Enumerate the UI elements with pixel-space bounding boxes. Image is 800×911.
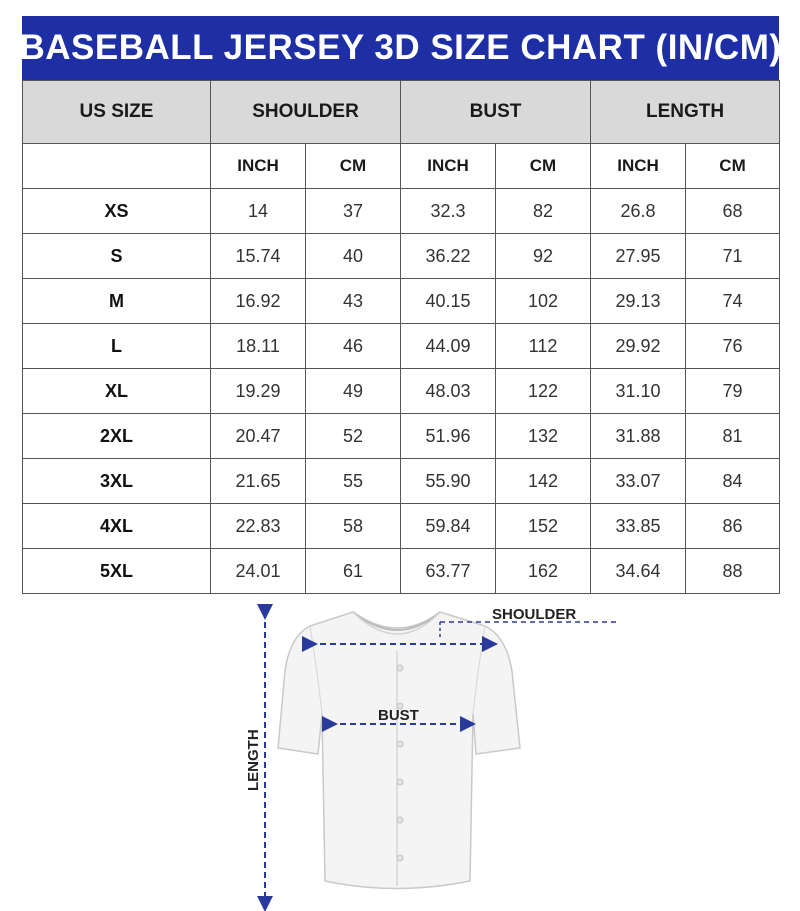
size-cell: M <box>23 279 211 324</box>
measure-cell: 61 <box>306 549 401 594</box>
header-bust: BUST <box>401 81 591 144</box>
measure-cell: 40 <box>306 234 401 279</box>
measure-cell: 31.10 <box>591 369 686 414</box>
chart-title: BASEBALL JERSEY 3D SIZE CHART (IN/CM) <box>19 28 782 67</box>
unit-header-bust-inch: INCH <box>401 144 496 189</box>
measure-cell: 31.88 <box>591 414 686 459</box>
measure-cell: 49 <box>306 369 401 414</box>
unit-header-bust-cm: CM <box>496 144 591 189</box>
measure-cell: 15.74 <box>211 234 306 279</box>
size-row <box>23 234 780 279</box>
measure-cell: 55.90 <box>401 459 496 504</box>
size-cell: XS <box>23 189 211 234</box>
measure-cell: 32.3 <box>401 189 496 234</box>
measure-cell: 59.84 <box>401 504 496 549</box>
measure-cell: 55 <box>306 459 401 504</box>
measure-cell: 24.01 <box>211 549 306 594</box>
measure-cell: 122 <box>496 369 591 414</box>
measure-cell: 74 <box>686 279 780 324</box>
size-row <box>23 414 780 459</box>
measure-cell: 51.96 <box>401 414 496 459</box>
measure-cell: 21.65 <box>211 459 306 504</box>
measure-cell: 48.03 <box>401 369 496 414</box>
shoulder-label: SHOULDER <box>492 606 577 623</box>
measure-cell: 92 <box>496 234 591 279</box>
size-row <box>23 549 780 594</box>
measure-cell: 52 <box>306 414 401 459</box>
length-label: LENGTH <box>245 729 262 791</box>
unit-header-length-inch: INCH <box>591 144 686 189</box>
size-chart-table <box>22 80 780 594</box>
header-shoulder: SHOULDER <box>211 81 401 144</box>
unit-header-shoulder-inch: INCH <box>211 144 306 189</box>
measure-cell: 112 <box>496 324 591 369</box>
unit-header-row <box>23 144 780 189</box>
measure-cell: 46 <box>306 324 401 369</box>
measure-cell: 29.92 <box>591 324 686 369</box>
unit-header-shoulder-cm: CM <box>306 144 401 189</box>
measure-cell: 33.07 <box>591 459 686 504</box>
size-cell: 2XL <box>23 414 211 459</box>
measure-cell: 58 <box>306 504 401 549</box>
measure-cell: 102 <box>496 279 591 324</box>
measure-cell: 29.13 <box>591 279 686 324</box>
measure-cell: 132 <box>496 414 591 459</box>
measure-cell: 79 <box>686 369 780 414</box>
measure-cell: 34.64 <box>591 549 686 594</box>
size-row <box>23 324 780 369</box>
size-cell: 3XL <box>23 459 211 504</box>
measure-cell: 22.83 <box>211 504 306 549</box>
measure-cell: 37 <box>306 189 401 234</box>
bust-label: BUST <box>378 707 419 724</box>
measure-cell: 44.09 <box>401 324 496 369</box>
group-header-row <box>23 81 780 144</box>
measure-cell: 27.95 <box>591 234 686 279</box>
measure-cell: 152 <box>496 504 591 549</box>
header-length: LENGTH <box>591 81 780 144</box>
measure-cell: 63.77 <box>401 549 496 594</box>
measure-cell: 43 <box>306 279 401 324</box>
measure-cell: 86 <box>686 504 780 549</box>
measure-cell: 68 <box>686 189 780 234</box>
measure-cell: 88 <box>686 549 780 594</box>
measure-cell: 84 <box>686 459 780 504</box>
size-row <box>23 459 780 504</box>
measure-cell: 16.92 <box>211 279 306 324</box>
measure-cell: 36.22 <box>401 234 496 279</box>
unit-header-blank <box>23 144 211 189</box>
size-row <box>23 279 780 324</box>
size-cell: S <box>23 234 211 279</box>
unit-header-length-cm: CM <box>686 144 780 189</box>
measure-cell: 40.15 <box>401 279 496 324</box>
size-cell: L <box>23 324 211 369</box>
measure-cell: 18.11 <box>211 324 306 369</box>
measure-cell: 14 <box>211 189 306 234</box>
measure-cell: 82 <box>496 189 591 234</box>
size-cell: 4XL <box>23 504 211 549</box>
measure-cell: 81 <box>686 414 780 459</box>
measure-cell: 162 <box>496 549 591 594</box>
size-rows <box>23 189 780 594</box>
jersey-diagram <box>0 596 800 911</box>
measure-cell: 71 <box>686 234 780 279</box>
measure-cell: 33.85 <box>591 504 686 549</box>
measure-cell: 26.8 <box>591 189 686 234</box>
measure-cell: 76 <box>686 324 780 369</box>
header-us-size: US SIZE <box>23 81 211 144</box>
size-row <box>23 189 780 234</box>
size-cell: XL <box>23 369 211 414</box>
measure-cell: 142 <box>496 459 591 504</box>
measure-cell: 19.29 <box>211 369 306 414</box>
size-cell: 5XL <box>23 549 211 594</box>
chart-title-bar <box>19 16 782 80</box>
measure-cell: 20.47 <box>211 414 306 459</box>
size-row <box>23 369 780 414</box>
size-row <box>23 504 780 549</box>
jersey-shape <box>278 612 520 889</box>
